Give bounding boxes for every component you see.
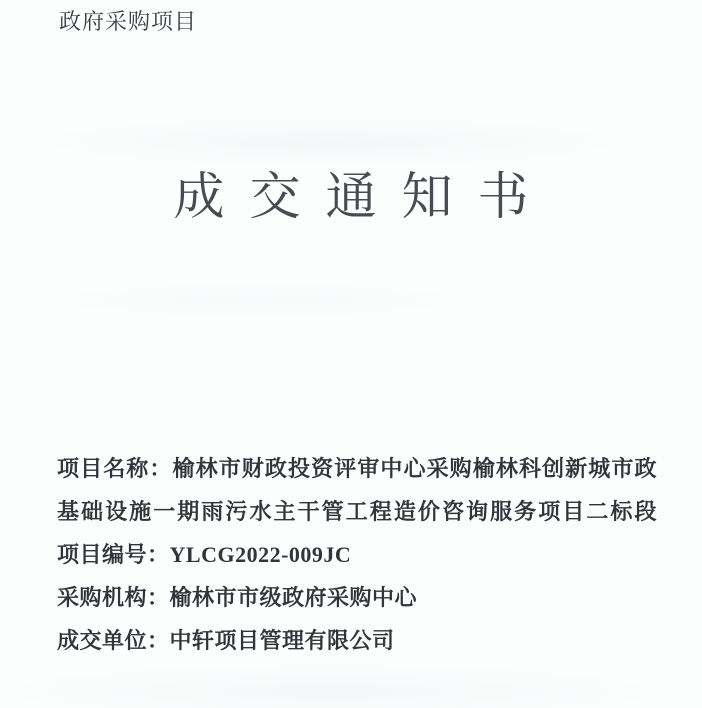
document-title: 成交通知书 bbox=[173, 170, 554, 226]
project-name-value: 榆林市财政投资评审中心采购榆林科创新城市政基础设施一期雨污水主干管工程造价咨询服务项目二标段 bbox=[57, 456, 657, 524]
field-project-number bbox=[57, 533, 657, 576]
procurement-agency-label: 采购机构： bbox=[57, 585, 170, 610]
awarded-supplier-value: 中轩项目管理有限公司 bbox=[169, 628, 395, 653]
field-procurement-agency bbox=[57, 576, 657, 619]
project-name-label: 项目名称： bbox=[57, 456, 173, 481]
awarded-supplier-label: 成交单位： bbox=[57, 628, 170, 653]
project-number-value: YLCG2022-009JC bbox=[169, 542, 352, 567]
procurement-agency-value: 榆林市市级政府采购中心 bbox=[169, 585, 418, 610]
project-number-label: 项目编号： bbox=[57, 542, 170, 567]
field-awarded-supplier bbox=[57, 619, 657, 662]
document-category: 政府采购项目 bbox=[59, 9, 198, 34]
document-fields bbox=[57, 447, 657, 662]
field-project-name bbox=[57, 447, 657, 533]
